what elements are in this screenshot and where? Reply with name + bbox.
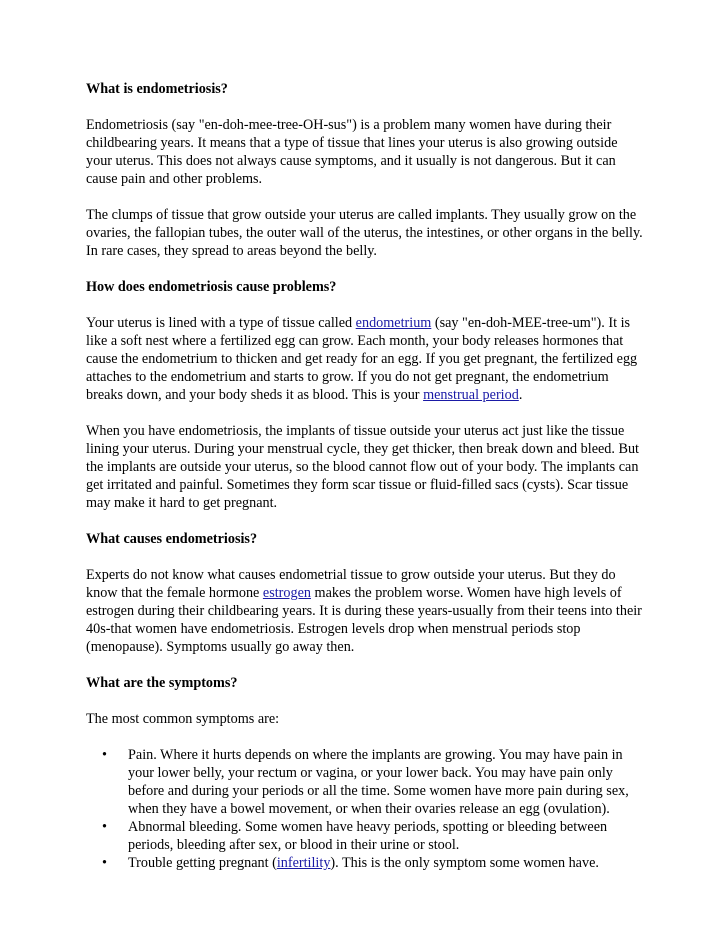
paragraph: Endometriosis (say "en-doh-mee-tree-OH-sus") is a problem many women have during their childbearing years. It means that a type of tissue that lines your uterus is also growing outside your uterus. This does not always cause symptoms, and it usually is not dangerous. But it can cause pain and other problems. bbox=[86, 117, 618, 187]
endometrium-link[interactable]: endometrium bbox=[355, 315, 432, 331]
paragraph-text: (say "en-doh-MEE-tree-um"). It is like a soft nest where a fertilized egg can grow. Each month, your body releases hormones that cause the endometrium to thicken and get ready for an egg. If you get pregnant, the fertilized egg attaches to the endometrium and starts to grow. If you do not get pregnant, the endometrium breaks down, and your body sheds it as blood. This is your bbox=[86, 315, 638, 403]
list-item-text: Abnormal bleeding. Some women have heavy periods, spotting or bleeding between periods, bleeding after sex, or blood in their urine or stool. bbox=[128, 819, 608, 853]
menstrual-period-link[interactable]: menstrual period bbox=[423, 387, 519, 403]
section-heading: What causes endometriosis? bbox=[86, 531, 258, 547]
list-item-text: ). This is the only symptom some women have. bbox=[330, 855, 599, 871]
document-page bbox=[86, 80, 646, 872]
list-item-text: Pain. Where it hurts depends on where the implants are growing. You may have pain in your lower belly, your rectum or vagina, or your lower back. You may have pain only before and during your periods or all the time. Some women have more pain during sex, when they have a bowel movement, or when their ovaries release an egg (ovulation). bbox=[128, 747, 629, 817]
paragraph bbox=[86, 566, 646, 656]
list-item bbox=[102, 818, 646, 854]
bullet-icon: • bbox=[102, 747, 107, 763]
list-item bbox=[102, 746, 646, 818]
infertility-link[interactable]: infertility bbox=[276, 855, 331, 871]
paragraph-text: . bbox=[518, 387, 523, 403]
paragraph-text: Experts do not know what causes endometrial tissue to grow outside your uterus. But they do know that the female hormone bbox=[86, 567, 616, 601]
paragraph-text: makes the problem worse. Women have high levels of estrogen during their childbearing years. It is during these years-usually from their teens into their 40s-that women have endometriosis. Estrogen levels drop when menstrual periods stop (menopause). Symptoms usually go away then. bbox=[86, 585, 642, 655]
paragraph: The clumps of tissue that grow outside your uterus are called implants. They usually grow on the ovaries, the fallopian tubes, the outer wall of the uterus, the intestines, or other organs in the belly. In rare cases, they spread to areas beyond the belly. bbox=[86, 207, 643, 259]
bullet-icon: • bbox=[102, 855, 107, 871]
symptom-list bbox=[86, 746, 646, 872]
section-heading: What is endometriosis? bbox=[86, 81, 228, 97]
section-heading: How does endometriosis cause problems? bbox=[86, 279, 337, 295]
paragraph: When you have endometriosis, the implants of tissue outside your uterus act just like the tissue lining your uterus. During your menstrual cycle, they get thicker, then break down and bleed. But the implants are outside your uterus, so the blood cannot flow out of your body. The implants can get irritated and painful. Sometimes they form scar tissue or fluid-filled sacs (cysts). Scar tissue may make it hard to get pregnant. bbox=[86, 423, 639, 511]
estrogen-link[interactable]: estrogen bbox=[262, 585, 311, 601]
paragraph-text: Your uterus is lined with a type of tissue called bbox=[86, 315, 356, 331]
bullet-icon: • bbox=[102, 819, 107, 835]
list-item-text: Trouble getting pregnant ( bbox=[128, 855, 277, 871]
paragraph: The most common symptoms are: bbox=[86, 711, 280, 727]
paragraph bbox=[86, 314, 646, 404]
section-heading: What are the symptoms? bbox=[86, 675, 238, 691]
list-item bbox=[102, 854, 646, 872]
